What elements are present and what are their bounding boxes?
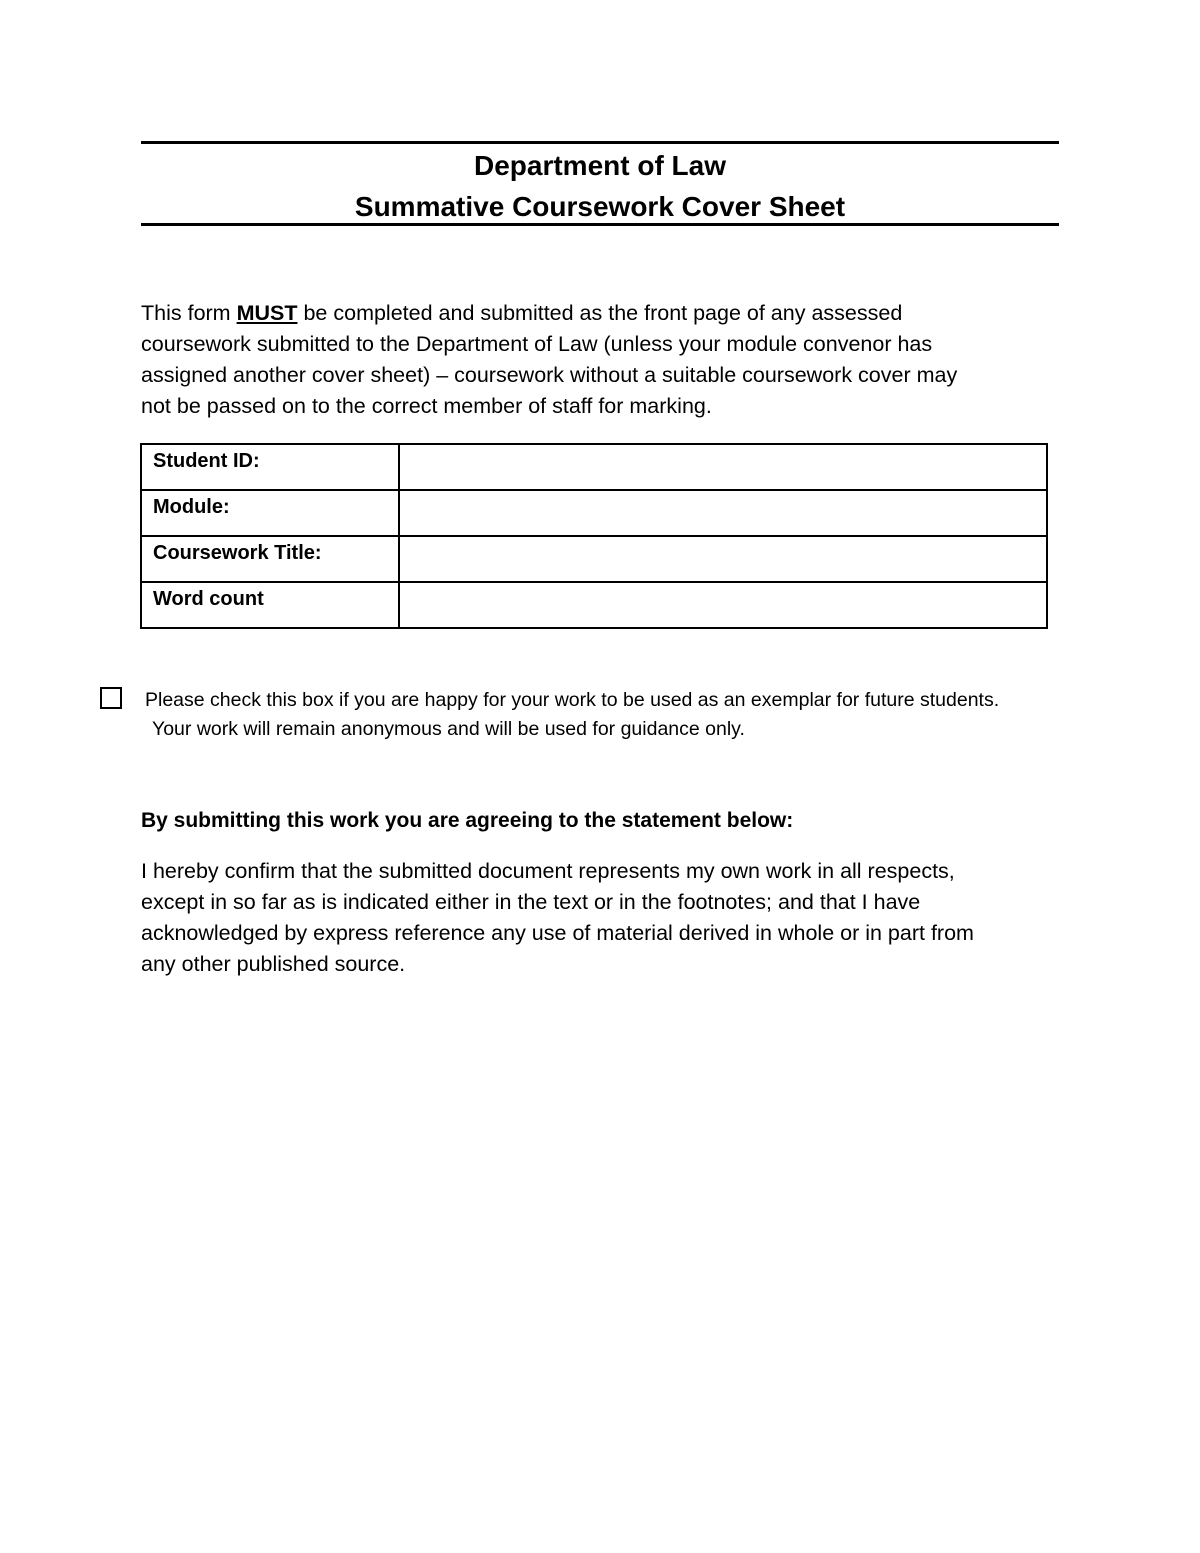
student-id-field[interactable]: [399, 444, 1047, 490]
declaration-line-4: any other published source.: [141, 952, 406, 976]
declaration-line-3: acknowledged by express reference any use of material derived in whole or in part from: [141, 921, 974, 945]
declaration-paragraph: [141, 856, 974, 980]
module-field[interactable]: [399, 490, 1047, 536]
intro-line-1: [141, 298, 1081, 329]
intro-line-1-rest: be completed and submitted as the front page of any assessed: [297, 301, 903, 325]
intro-emphasis: MUST: [236, 301, 298, 325]
statement-heading: By submitting this work you are agreeing to the statement below:: [141, 809, 794, 832]
intro-paragraph: [141, 298, 1081, 422]
table-row: [141, 536, 1047, 582]
exemplar-consent-checkbox[interactable]: [100, 687, 122, 709]
word-count-field[interactable]: [399, 582, 1047, 628]
declaration-line-2: except in so far as is indicated either in the text or in the footnotes; and that I have: [141, 890, 921, 914]
word-count-label: Word count: [141, 582, 399, 628]
declaration-line-1: I hereby confirm that the submitted document represents my own work in all respects,: [141, 859, 955, 883]
consent-text: [145, 686, 999, 744]
table-row: [141, 490, 1047, 536]
consent-line-2: Your work will remain anonymous and will be used for guidance only.: [152, 718, 745, 740]
page-subtitle: Summative Coursework Cover Sheet: [354, 191, 846, 222]
table-row: [141, 444, 1047, 490]
module-label: Module:: [141, 490, 399, 536]
table-row: [141, 582, 1047, 628]
coursework-title-label: Coursework Title:: [141, 536, 399, 582]
coursework-title-field[interactable]: [399, 536, 1047, 582]
intro-line-2: coursework submitted to the Department of Law (unless your module convenor has: [141, 332, 933, 356]
intro-lead: This form: [141, 301, 237, 325]
title-block: [141, 145, 1059, 227]
page-title: Department of Law: [473, 150, 727, 181]
intro-line-3: assigned another cover sheet) – coursework without a suitable coursework cover may: [141, 363, 958, 387]
header-top-rule: [141, 141, 1059, 144]
intro-line-4: not be passed on to the correct member of staff for marking.: [141, 394, 712, 418]
consent-line-1: Please check this box if you are happy for your work to be used as an exemplar for future students.: [145, 689, 1000, 711]
student-id-label: Student ID:: [141, 444, 399, 490]
student-info-table: [140, 443, 1048, 629]
header-bottom-rule: [141, 223, 1059, 226]
